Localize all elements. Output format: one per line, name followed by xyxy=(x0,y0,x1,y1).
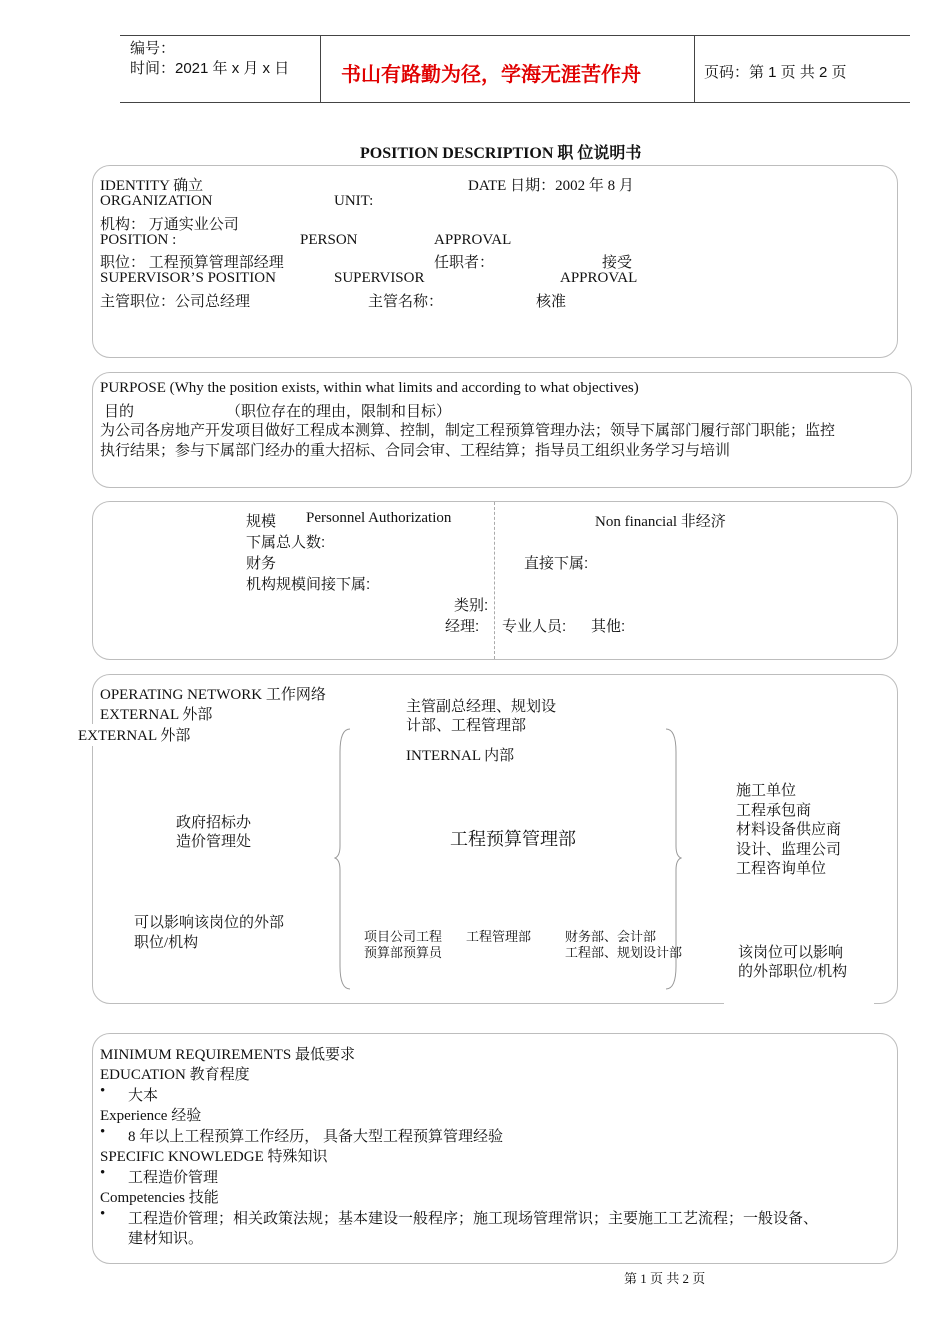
document-title: POSITION DESCRIPTION 职 位说明书 xyxy=(360,145,642,162)
internal-label: INTERNAL 内部 xyxy=(406,748,515,764)
competencies-label: Competencies 技能 xyxy=(100,1190,219,1206)
supervisor-approval-label: APPROVAL xyxy=(560,270,638,286)
position-value: 职位： 工程预算管理部经理 xyxy=(100,255,284,271)
identity-label: IDENTITY 确立 xyxy=(100,178,204,194)
purpose-text-line-1: 为公司各房地产开发项目做好工程成本测算、控制，制定工程预算管理办法；领导下属部门履行部门职能；监控 xyxy=(100,423,836,439)
approval-label: APPROVAL xyxy=(434,232,512,248)
header-bottom-rule xyxy=(120,102,910,103)
external-label-2: EXTERNAL 外部 xyxy=(78,728,191,744)
header-serial: 编号： xyxy=(130,40,176,57)
bottom-group-a-line-1: 项目公司工程 xyxy=(364,929,443,944)
competencies-item-line-1: 工程造价管理；相关政策法规；基本建设一般程序；施工现场管理常识；主要施工工艺流程；一般设备、 xyxy=(128,1211,819,1227)
requirements-heading: MINIMUM REQUIREMENTS 最低要求 xyxy=(100,1047,356,1063)
header-page-info: 页码：第 1 页 共 2 页 xyxy=(704,64,847,81)
category-label: 类别: xyxy=(454,597,489,614)
person-cn-label: 任职者： xyxy=(434,255,495,271)
indirect-subordinates-label: 机构规模间接下属: xyxy=(246,576,371,593)
bottom-group-c-line-1: 财务部、会计部 xyxy=(565,929,657,944)
knowledge-label: SPECIFIC KNOWLEDGE 特殊知识 xyxy=(100,1149,328,1165)
bottom-group-a-line-2: 预算部预算员 xyxy=(364,945,443,960)
purpose-heading-cn-note: （职位存在的理由，限制和目标） xyxy=(226,404,452,420)
external-right-item: 施工单位 xyxy=(736,783,797,799)
competencies-bullet: • xyxy=(100,1206,106,1222)
supervisor-name-label: 主管名称： xyxy=(368,294,444,310)
network-heading: OPERATING NETWORK 工作网络 xyxy=(100,687,326,703)
accept-label: 接受 xyxy=(602,255,633,271)
network-bottom-mask xyxy=(724,996,874,1008)
other-label: 其他: xyxy=(591,618,626,635)
header-top-rule xyxy=(120,35,910,36)
purpose-heading: PURPOSE (Why the position exists, within what limits and according to what objectives) xyxy=(100,380,639,396)
experience-label: Experience 经验 xyxy=(100,1108,202,1124)
header-time: 时间：2021 年 x 月 x 日 xyxy=(130,60,290,77)
right-note-line-2: 的外部职位/机构 xyxy=(738,964,848,980)
manager-label: 经理: xyxy=(445,618,480,635)
organization-label: ORGANIZATION xyxy=(100,193,213,209)
left-note-line-1: 可以影响该岗位的外部 xyxy=(134,915,285,931)
supervisor-position-label: SUPERVISOR’S POSITION xyxy=(100,270,276,286)
approve-label: 核准 xyxy=(536,294,567,310)
header-motto: 书山有路勤为径，学海无涯苦作舟 xyxy=(341,64,641,86)
internal-top-line-2: 计部、工程管理部 xyxy=(406,718,527,734)
purpose-heading-cn: 目的 xyxy=(104,404,135,420)
date-label: DATE 日期：2002 年 8 月 xyxy=(468,178,634,194)
internal-left-brace xyxy=(334,728,354,990)
professional-label: 专业人员: xyxy=(502,618,567,635)
finance-label: 财务 xyxy=(246,555,277,572)
header-divider-1 xyxy=(320,35,321,102)
bottom-group-b: 工程管理部 xyxy=(466,929,532,944)
education-item: 大本 xyxy=(128,1088,159,1104)
knowledge-item: 工程造价管理 xyxy=(128,1170,219,1186)
supervisor-label: SUPERVISOR xyxy=(334,270,425,286)
education-label: EDUCATION 教育程度 xyxy=(100,1067,250,1083)
external-right-item: 设计、监理公司 xyxy=(736,841,842,858)
scale-divider xyxy=(494,502,495,659)
organization-value: 机构： 万通实业公司 xyxy=(100,217,239,233)
experience-item: 8 年以上工程预算工作经历， 具备大型工程预算管理经验 xyxy=(128,1129,504,1145)
header-divider-2 xyxy=(694,35,695,102)
total-subordinates-label: 下属总人数: xyxy=(246,534,326,551)
knowledge-bullet: • xyxy=(100,1165,106,1181)
supervisor-position-value: 主管职位：公司总经理 xyxy=(100,294,251,310)
scale-section xyxy=(92,501,898,660)
external-right-list xyxy=(736,782,841,880)
person-label: PERSON xyxy=(300,232,358,248)
purpose-text-line-2: 执行结果；参与下属部门经办的重大招标、合同会审、工程结算；指导员工组织业务学习与培训 xyxy=(100,443,731,459)
external-right-item: 工程咨询单位 xyxy=(736,861,827,877)
competencies-item-line-2: 建材知识。 xyxy=(128,1231,204,1247)
position-label: POSITION : xyxy=(100,232,177,248)
external-left-line-1: 政府招标办 xyxy=(176,815,252,831)
experience-bullet: • xyxy=(100,1124,106,1140)
bottom-group-c-line-2: 工程部、规划设计部 xyxy=(565,945,683,960)
external-right-item: 工程承包商 xyxy=(736,802,812,819)
external-label-1: EXTERNAL 外部 xyxy=(100,707,213,723)
scale-label: 规模 xyxy=(246,513,277,530)
page-footer: 第 1 页 共 2 页 xyxy=(624,1271,706,1286)
personnel-authorization-label: Personnel Authorization xyxy=(306,510,452,526)
unit-label: UNIT: xyxy=(334,193,374,209)
center-department: 工程预算管理部 xyxy=(450,829,576,849)
external-left-line-2: 造价管理处 xyxy=(176,834,252,850)
right-note-line-1: 该岗位可以影响 xyxy=(738,945,844,961)
external-right-item: 材料设备供应商 xyxy=(736,822,842,838)
education-bullet: • xyxy=(100,1083,106,1099)
left-note-line-2: 职位/机构 xyxy=(134,935,199,951)
non-financial-label: Non financial 非经济 xyxy=(595,514,726,530)
internal-top-line-1: 主管副总经理、规划设 xyxy=(406,699,557,715)
direct-subordinates-label: 直接下属: xyxy=(524,555,589,572)
